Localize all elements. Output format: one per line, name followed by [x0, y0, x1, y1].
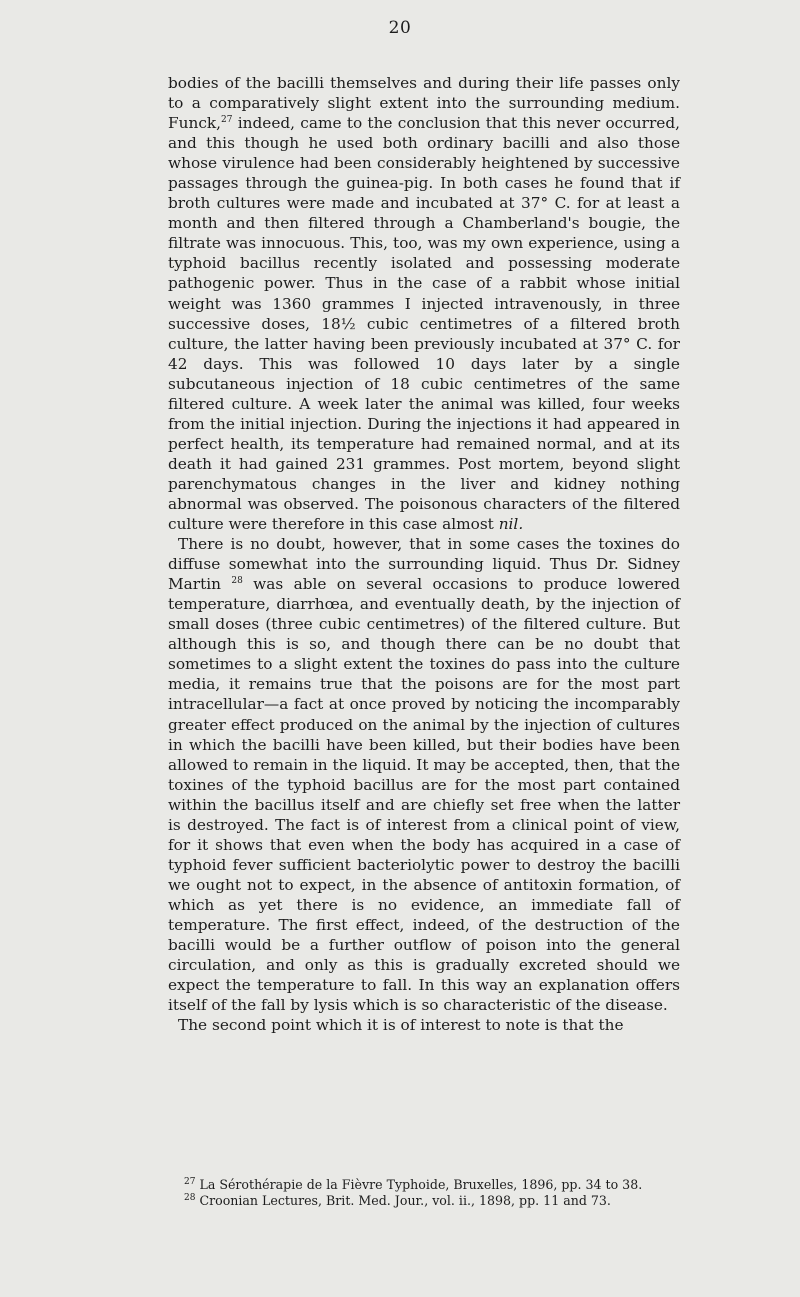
paragraph-text: was able on several occasions to produce lowered temperature, diarrhœa, and eventually death, by the injection of small doses (three cubic centimetres) of the filtered culture. But although this is so, and though there can be no doubt that sometimes to a slight extent the toxines do pass into the culture media, it remains true that the poisons are for the most part intracellular—a fact at once proved by noticing the incomparably greater effect produced on the animal by the injection of cultures in which the bacilli have been killed, but their bodies have been allowed to remain in the liquid. It may be accepted, then, that the toxines of the typhoid bacillus are for the most part contained within the bacillus itself and are chiefly set free when the latter is destroyed. The fact is of interest from a clinical point of view, for it shows that even when the body has acquired in a case of typhoid fever sufficient bacteriolytic power to destroy the bacilli we ought not to expect, in the absence of antitoxin formation, of which as yet there is no evidence, an immediate fall of temperature. The first effect, indeed, of the destruction of the bacilli would be a further outflow of poison into the general circulation, and only as this is gradually excreted should we expect the temperature to fall. In this way an explanation offers itself of the fall by lysis which is so characteristic of the disease. [168, 575, 680, 1015]
footnote-marker: 27 [184, 1176, 196, 1187]
footnotes [168, 1177, 688, 1209]
paragraph [168, 73, 680, 534]
paragraph-text: bodies of the bacilli themselves and during their life passes only to a comparatively slight extent into the surrounding medium. Funck, [168, 74, 680, 133]
paragraph-text: The second point which it is of interest to note is that the [178, 1016, 624, 1035]
footnote-reference: 27 [221, 115, 233, 125]
emphasis-text: nil. [498, 515, 524, 534]
footnote [168, 1177, 688, 1193]
page-number: 20 [388, 18, 412, 38]
paragraph-text: There is no doubt, however, that in some cases the toxines do diffuse somewhat into the surrounding liquid. Thus Dr. Sidney Martin [168, 535, 680, 594]
paragraph [168, 1015, 680, 1035]
footnote-reference: 28 [231, 576, 243, 587]
footnote-text: La Sérothérapie de la Fièvre Typhoide, Bruxelles, 1896, pp. 34 to 38. [195, 1177, 643, 1192]
footnote-marker: 28 [184, 1192, 196, 1203]
paragraph-text: indeed, came to the conclusion that this never occurred, and this though he used both ordinary bacilli and also those whose virulence had been considerably heightened by successive passages through the guinea-pig. In both cases he found that if broth cultures were made and incubated at 37° C. for at least a month and then filtered through a Chamberland's bougie, the filtrate was innocuous. This, too, was my own experience, using a typhoid bacillus recently isolated and possessing moderate pathogenic power. Thus in the case of a rabbit whose initial weight was 1360 grammes I injected intravenously, in three successive doses, 18½ cubic centimetres of a filtered broth culture, the latter having been previously incubated at 37° C. for 42 days. This was followed 10 days later by a single subcutaneous injection of 18 cubic centimetres of the same filtered culture. A week later the animal was killed, four weeks from the initial injection. During the injections it had appeared in perfect health, its temperature had remained normal, and at its death it had gained 231 grammes. Post mortem, beyond slight parenchymatous changes in the liver and kidney nothing abnormal was observed. The poisonous characters of the filtered culture were therefore in this case almost [168, 114, 680, 534]
body-text [168, 73, 680, 1035]
footnote [168, 1193, 688, 1209]
footnote-text: Croonian Lectures, Brit. Med. Jour., vol. ii., 1898, pp. 11 and 73. [195, 1193, 611, 1208]
paragraph [168, 534, 680, 1015]
